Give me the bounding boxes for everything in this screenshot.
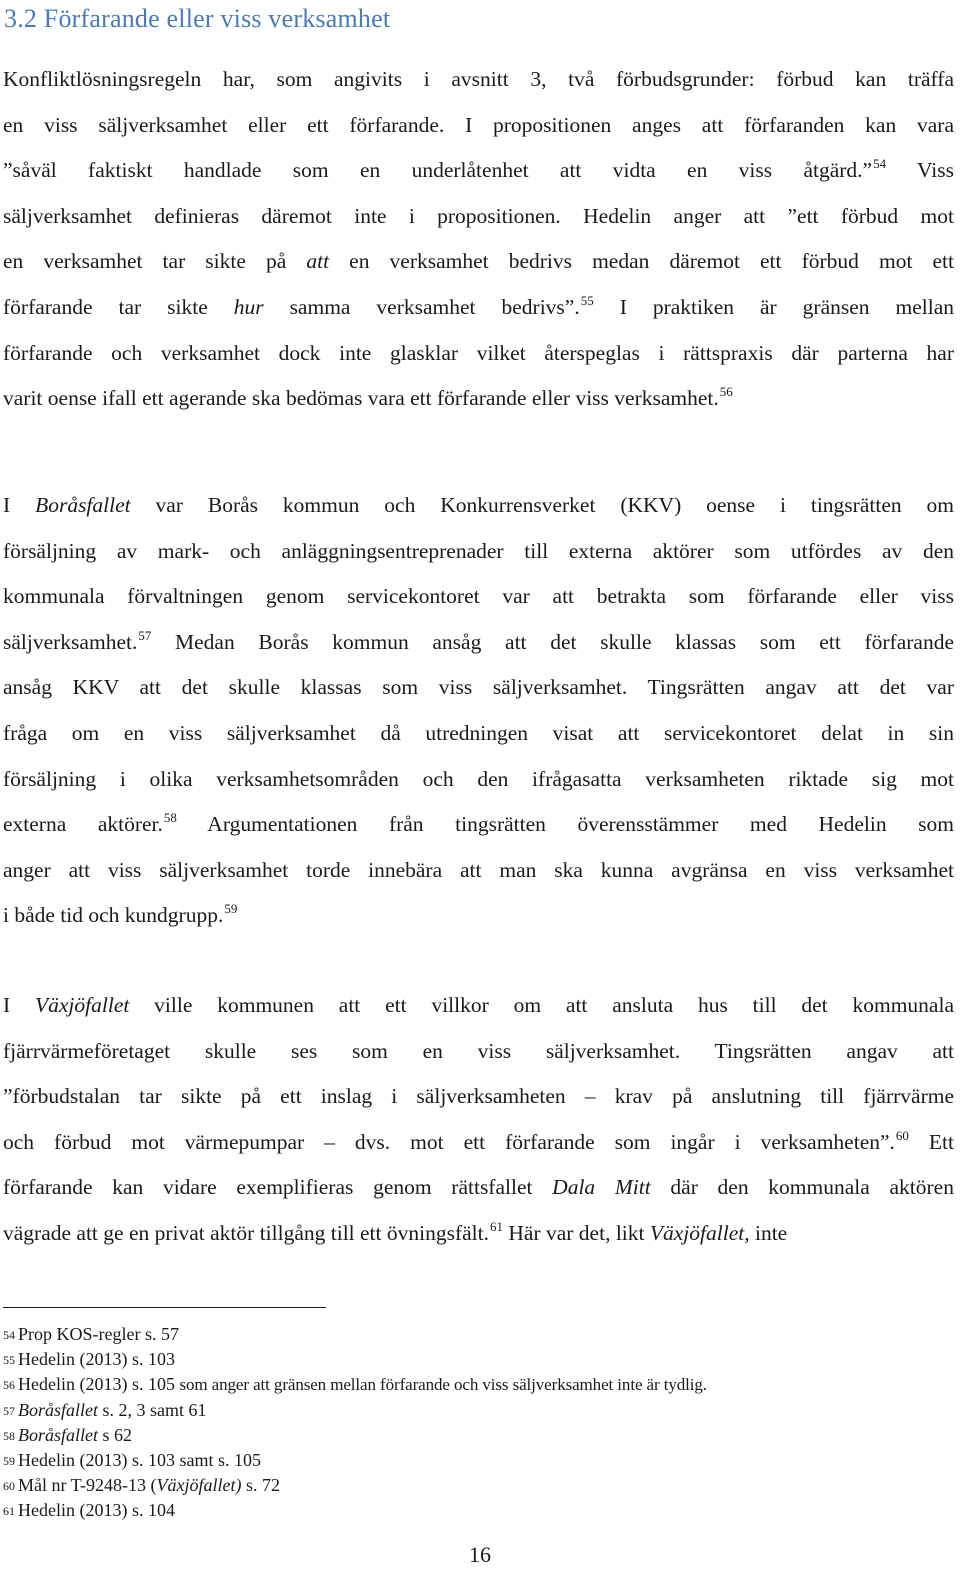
footnote-number: 58 [3,1428,15,1443]
page-number: 16 [469,1542,491,1567]
footnote-number: 54 [3,1328,15,1342]
text-run: i både tid och kundgrupp. [3,903,224,928]
text-line [3,802,954,848]
text-run: en verksamhet tar sikte på [3,249,307,274]
footnote-reference: 57 [138,627,152,643]
text-run: Prop KOS-regler s. 57 [18,1324,179,1344]
text-line [3,848,954,894]
footnote-item [3,1423,943,1448]
text-run: s. 2, 3 samt 61 [98,1399,207,1420]
footnote-item [3,1347,943,1372]
text-run: Hedelin (2013) s. 103 samt s. 105 [18,1449,261,1470]
text-run: samma verksamhet bedrivs”. [263,294,580,319]
footnote-reference: 60 [895,1127,909,1143]
text-run: ”såväl faktiskt handlade som en underlåtenhet att vidta en viss åtgärd.” [3,158,873,183]
italic-case-name: Boråsfallet [35,493,131,517]
text-run: s. 72 [241,1475,280,1496]
section-heading: 3.2 Förfarande eller viss verksamhet [4,4,391,33]
text-run: I praktiken är gränsen mellan [593,294,954,319]
text-line [3,757,954,803]
text-line [3,239,954,285]
text-line [3,893,954,939]
italic-case-name: Växjöfallet [649,1220,745,1245]
text-line [3,711,954,757]
text-run: Hedelin (2013) s. 104 [18,1500,175,1521]
text-run: Argumentationen från tingsrätten överensstämmer med Hedelin som [176,812,954,837]
body-paragraph [3,483,954,939]
text-line [3,574,954,620]
text-run: varit oense ifall ett agerande ska bedömas vara ett förfarande eller viss verksamhet. [3,386,719,411]
text-run: anger att viss säljverksamhet torde innebära att man ska kunna avgränsa en viss verksamhet [3,857,954,882]
text-run: Mål nr T-9248-13 ( [18,1475,157,1496]
text-line [3,194,954,240]
text-line [3,57,954,103]
footnote-item [3,1372,943,1397]
text-run: Konfliktlösningsregeln har, som angivits i avsnitt 3, två förbudsgrunder: förbud kan träffa [3,67,954,91]
body-paragraph [3,57,954,422]
text-run: som anger att gränsen mellan förfarande och viss säljverksamhet inte är tydlig. [179,1375,707,1395]
footnotes [3,1322,943,1524]
text-line [3,1029,954,1075]
text-line [3,1165,954,1211]
footnote-item [3,1322,943,1347]
text-run: s 62 [98,1424,133,1445]
italic-case-name: Växjöfallet) [156,1475,242,1496]
text-run: försäljning i olika verksamhetsområden och den ifrågasatta verksamheten riktade sig mot [3,766,954,791]
text-run: säljverksamhet. [3,629,138,654]
text-run: förfarande och verksamhet dock inte glasklar vilket återspeglas i rättspraxis där parterna har [3,340,954,365]
text-line [3,620,954,666]
text-run: Viss [886,158,954,183]
text-run: , inte [744,1220,788,1245]
footnote-number: 56 [3,1378,15,1393]
footnote-reference: 55 [580,292,594,308]
text-line [3,483,954,529]
text-line [3,665,954,711]
text-line [3,1120,954,1166]
text-run: säljverksamhet definieras däremot inte i propositionen. Hedelin anger att ”ett förbud mot [3,203,954,228]
footnote-item [3,1498,943,1523]
body-paragraph [3,983,954,1257]
footnote-number: 61 [3,1504,15,1519]
text-run: och förbud mot värmepumpar – dvs. mot ett förfarande som ingår i verksamheten”. [3,1129,895,1154]
footnote-separator [3,1307,326,1308]
text-run: externa aktörer. [3,812,163,837]
text-line [3,529,954,575]
text-line [3,1211,954,1257]
text-run: en verksamhet bedrivs medan däremot ett förbud mot ett [329,249,954,274]
italic-case-name: Boråsfallet [18,1424,98,1445]
text-run: ”förbudstalan tar sikte på ett inslag i säljverksamheten – krav på anslutning till fjärrvärme [3,1084,954,1109]
footnote-reference: 58 [163,810,177,826]
italic-case-name: Växjöfallet [35,993,130,1017]
text-run: I [3,493,36,517]
italic-case-name: Dala Mitt [552,1175,651,1200]
footnote-item [3,1448,943,1473]
footnote-number: 60 [3,1479,15,1494]
text-line [3,103,954,149]
text-line [3,376,954,422]
footnote-reference: 56 [719,384,733,400]
text-line [3,983,954,1029]
text-run: Hedelin (2013) s. 105 [18,1374,180,1395]
text-run: ville kommunen att ett villkor om att ansluta hus till det kommunala [129,993,954,1017]
text-run: försäljning av mark- och anläggningsentreprenader till externa aktörer som utfördes av den [3,538,954,563]
text-line [3,331,954,377]
text-run: fråga om en viss säljverksamhet då utredningen visat att servicekontoret delat in sin [3,720,954,745]
text-run: där den kommunala aktören [650,1175,954,1200]
text-run: Ett [908,1129,954,1154]
text-run: en viss säljverksamhet eller ett förfarande. I propositionen anges att förfaranden kan vara [3,112,954,137]
text-run: Medan Borås kommun ansåg att det skulle klassas som ett förfarande [151,629,954,654]
text-line [3,1074,954,1120]
text-run: förfarande kan vidare exemplifieras genom rättsfallet [3,1175,553,1200]
text-line [3,148,954,194]
footnote-reference: 54 [873,156,887,172]
footnote-number: 57 [3,1403,15,1418]
text-line [3,285,954,331]
text-run: förfarande tar sikte [3,294,234,319]
italic-case-name: hur [233,294,264,319]
footnote-number: 59 [3,1453,15,1468]
text-run: Hedelin (2013) s. 103 [18,1349,175,1370]
text-run: fjärrvärmeföretaget skulle ses som en viss säljverksamhet. Tingsrätten angav att [3,1038,954,1063]
text-run: I [3,993,35,1017]
text-run: kommunala förvaltningen genom servicekontoret var att betrakta som förfarande eller viss [3,584,954,609]
italic-case-name: att [306,249,330,274]
footnote-reference: 61 [490,1218,503,1234]
text-run: vägrade att ge en privat aktör tillgång till ett övningsfält. [3,1220,489,1245]
footnote-item [3,1473,943,1498]
footnote-number: 55 [3,1353,15,1368]
text-run: Här var det, likt [503,1220,650,1245]
italic-case-name: Boråsfallet [18,1399,98,1420]
footnote-item [3,1398,943,1423]
text-run: var Borås kommun och Konkurrensverket (KKV) oense i tingsrätten om [130,493,954,517]
footnote-reference: 59 [224,901,238,917]
text-run: ansåg KKV att det skulle klassas som viss säljverksamhet. Tingsrätten angav att det var [3,675,954,700]
